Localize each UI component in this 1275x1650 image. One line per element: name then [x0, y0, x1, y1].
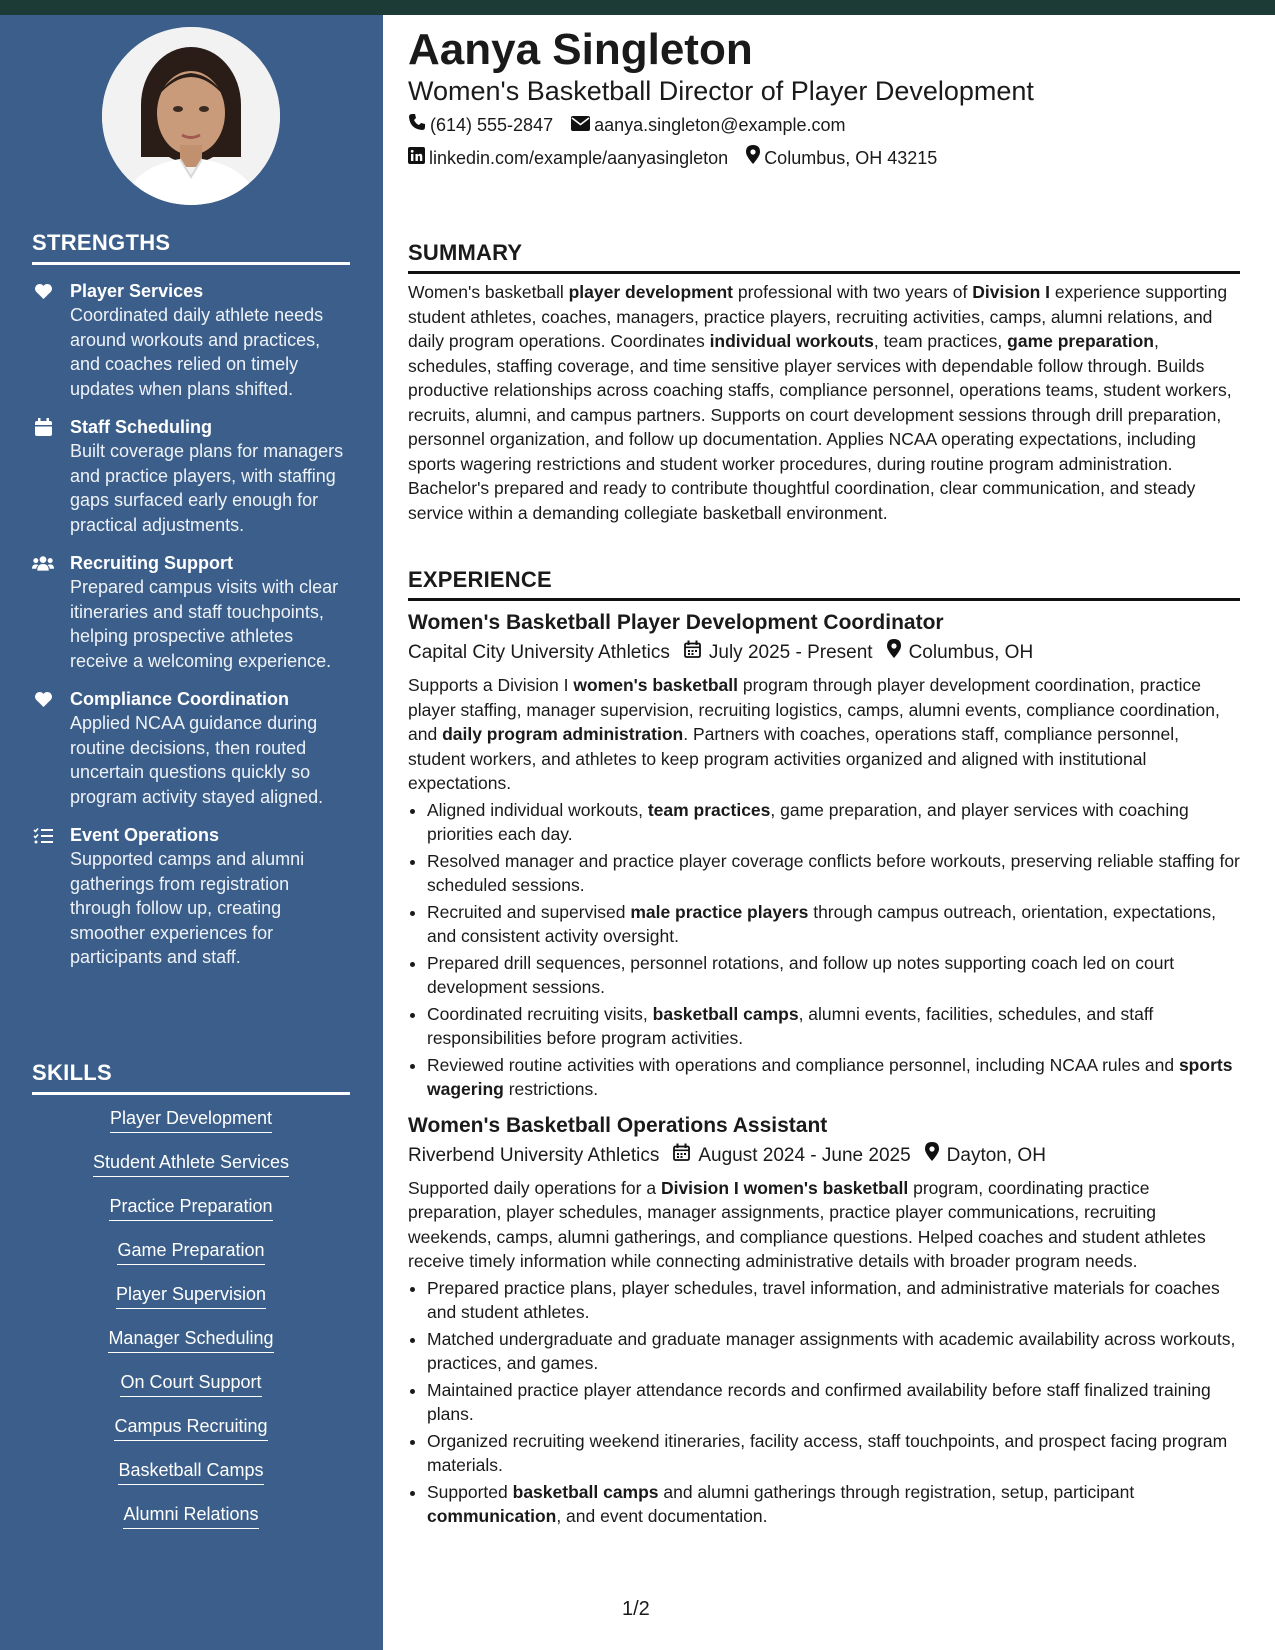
strength-title: Compliance Coordination: [70, 689, 290, 709]
skill-label: Game Preparation: [117, 1239, 264, 1265]
strength-title: Recruiting Support: [70, 553, 233, 573]
strength-title: Staff Scheduling: [70, 417, 213, 437]
job-bullets: [408, 798, 1240, 1102]
job-bullets: [408, 1276, 1240, 1529]
job-role: Women's Basketball Player Development Coordinator: [408, 611, 944, 634]
job-dates: August 2024 - June 2025: [698, 1144, 911, 1166]
job-location-item: [887, 639, 1034, 667]
skill-item: [32, 1239, 350, 1265]
job-bullet: • Organized recruiting weekend itineraries, facility access, staff touchpoints, and prospect facing program materials.: [427, 1429, 1240, 1478]
strength-item: [32, 823, 350, 970]
job-org: Riverbend University Athletics: [408, 1144, 660, 1166]
page-number: 1/2: [622, 1598, 650, 1620]
skill-item: [32, 1371, 350, 1397]
summary-text: Women's basketball player development professional with two years of Division I experience supporting student athletes, coaches, managers, practice players, recruiting activities, camps, alumni relations, and daily program operations. Coordinates individual workouts, team practices, game preparation, schedules, staffing coverage, and time sensitive player services with dependable follow through. Builds productive relationships across coaching staffs, compliance personnel, operations teams, student workers, recruits, alumni, and campus partners. Supports on court development sessions through drill preparation, personnel organization, and follow up documentation. Applies NCAA operating expectations, including sports wagering restrictions and student worker procedures, during routine program administration. Bachelor's prepared and ready to contribute thoughtful coordination, clear communication, and steady service within a demanding collegiate basketball environment.: [408, 282, 1232, 523]
job-location: Columbus, OH: [908, 642, 1034, 663]
strength-item: [32, 551, 350, 673]
envelope-icon: [571, 113, 594, 137]
contact-row-1: [408, 113, 864, 137]
job-bullet: • Maintained practice player attendance records and confirmed availability before staff finalized training plans.: [427, 1378, 1240, 1427]
skill-item: [32, 1503, 350, 1529]
job-entry: [408, 1112, 1240, 1529]
phone-item: [408, 113, 553, 137]
skill-label: Campus Recruiting: [114, 1415, 267, 1441]
skill-item: [32, 1195, 350, 1221]
phone-icon: [408, 113, 430, 137]
map-pin-icon: [887, 639, 909, 667]
skill-item: [32, 1107, 350, 1133]
skill-label: Player Supervision: [116, 1283, 266, 1309]
profile-photo: [102, 27, 280, 205]
skill-label: On Court Support: [120, 1371, 261, 1397]
summary-section: [408, 240, 1240, 525]
job-bullet: • Prepared practice plans, player schedules, travel information, and administrative materials for coaches and student athletes.: [427, 1276, 1240, 1325]
location-item: [746, 145, 937, 170]
job-summary: Supports a Division I women's basketball program through player development coordination, practice player staffing, manager supervision, recruiting logistics, camps, alumni events, compliance coordination, and daily program administration. Partners with coaches, operations staff, compliance personnel, student workers, and athletes to keep program activities organized and aligned with institutional expectations.: [408, 675, 1220, 793]
email-address[interactable]: aanya.singleton@example.com: [594, 115, 846, 135]
job-location: Dayton, OH: [946, 1144, 1046, 1166]
skill-item: [32, 1283, 350, 1309]
experience-section: [408, 567, 1240, 1531]
job-location-item: [925, 1142, 1046, 1170]
heart-icon: [32, 281, 54, 301]
calendar-icon: [684, 639, 709, 667]
job-meta: [408, 1142, 1240, 1170]
skill-item: [32, 1459, 350, 1485]
calendar-icon: [32, 417, 54, 437]
linkedin-item[interactable]: [408, 146, 728, 170]
job-summary: Supported daily operations for a Division I women's basketball program, coordinating practice preparation, player schedules, manager assignments, practice player communications, recruiting weekends, camps, alumni gatherings, and compliance questions. Helped coaches and student athletes receive timely information while connecting administrative details with broader program needs.: [408, 1177, 1206, 1271]
strength-description: Applied NCAA guidance during routine decisions, then routed uncertain questions quickly so program activity stayed aligned.: [70, 713, 324, 807]
skill-item: [32, 1415, 350, 1441]
job-bullet: • Reviewed routine activities with operations and compliance personnel, including NCAA rules and sports wagering restrictions.: [427, 1053, 1240, 1102]
strength-item: [32, 415, 350, 537]
strength-description: Supported camps and alumni gatherings from registration through follow up, creating smoother experiences for participants and staff.: [70, 849, 305, 967]
candidate-name: Aanya Singleton: [408, 25, 753, 74]
job-bullet: • Coordinated recruiting visits, basketball camps, alumni events, facilities, schedules, and staff responsibilities before program activities.: [427, 1002, 1240, 1051]
heart-icon: [32, 689, 54, 709]
strength-description: Coordinated daily athlete needs around workouts and practices, and coaches relied on timely updates when plans shifted.: [70, 305, 324, 399]
strength-item: [32, 279, 350, 401]
location-text: Columbus, OH 43215: [764, 147, 938, 168]
users-icon: [32, 553, 54, 573]
skill-item: [32, 1327, 350, 1353]
job-org: Capital City University Athletics: [408, 642, 670, 663]
job-bullet: • Aligned individual workouts, team practices, game preparation, and player services with coaching priorities each day.: [427, 798, 1240, 847]
job-dates-item: [673, 1142, 910, 1170]
strengths-heading: STRENGTHS: [32, 230, 350, 265]
skill-label: Player Development: [110, 1107, 272, 1133]
skills-heading: SKILLS: [32, 1060, 350, 1095]
job-bullet: • Recruited and supervised male practice players through campus outreach, orientation, expectations, and consistent activity oversight.: [427, 900, 1240, 949]
phone-number: (614) 555-2847: [430, 115, 554, 135]
job-bullet: • Prepared drill sequences, personnel rotations, and follow up notes supporting coach led on court development sessions.: [427, 951, 1240, 1000]
contact-row-2: [408, 145, 955, 170]
strengths-section: [32, 230, 350, 970]
job-dates-item: [684, 639, 873, 667]
strength-description: Built coverage plans for managers and practice players, with staffing gaps surfaced early enough for practical adjustments.: [70, 441, 344, 535]
linkedin-icon: [408, 146, 429, 170]
job-meta: [408, 639, 1240, 667]
job-dates: July 2025 - Present: [708, 642, 873, 663]
skill-item: [32, 1151, 350, 1177]
list-check-icon: [32, 825, 54, 845]
map-pin-icon: [925, 1142, 947, 1170]
strength-item: [32, 687, 350, 809]
calendar-icon: [673, 1142, 698, 1170]
skill-label: Student Athlete Services: [93, 1151, 289, 1177]
job-entry: [408, 609, 1240, 1102]
summary-heading: SUMMARY: [408, 240, 1240, 274]
job-role: Women's Basketball Operations Assistant: [408, 1113, 828, 1137]
skill-label: Practice Preparation: [109, 1195, 272, 1221]
strength-title: Player Services: [70, 281, 204, 301]
sidebar: [0, 15, 383, 1650]
skill-label: Manager Scheduling: [108, 1327, 273, 1353]
job-bullet: • Supported basketball camps and alumni gatherings through registration, setup, participant communication, and event documentation.: [427, 1480, 1240, 1529]
candidate-title: Women's Basketball Director of Player Development: [408, 76, 1034, 106]
skill-label: Alumni Relations: [123, 1503, 258, 1529]
top-accent-bar: [0, 0, 1275, 15]
experience-heading: EXPERIENCE: [408, 567, 1240, 601]
strength-title: Event Operations: [70, 825, 220, 845]
strength-description: Prepared campus visits with clear itineraries and staff touchpoints, helping prospective athletes receive a welcoming experience.: [70, 577, 339, 671]
skill-label: Basketball Camps: [118, 1459, 263, 1485]
linkedin-url[interactable]: linkedin.com/example/aanyasingleton: [429, 147, 729, 168]
email-item[interactable]: [571, 113, 845, 137]
skills-section: [32, 1060, 350, 1547]
job-bullet: • Matched undergraduate and graduate manager assignments with academic availability across workouts, practices, and games.: [427, 1327, 1240, 1376]
job-bullet: • Resolved manager and practice player coverage conflicts before workouts, preserving reliable staffing for scheduled sessions.: [427, 849, 1240, 898]
map-pin-icon: [746, 145, 764, 170]
skills-list: [32, 1107, 350, 1529]
